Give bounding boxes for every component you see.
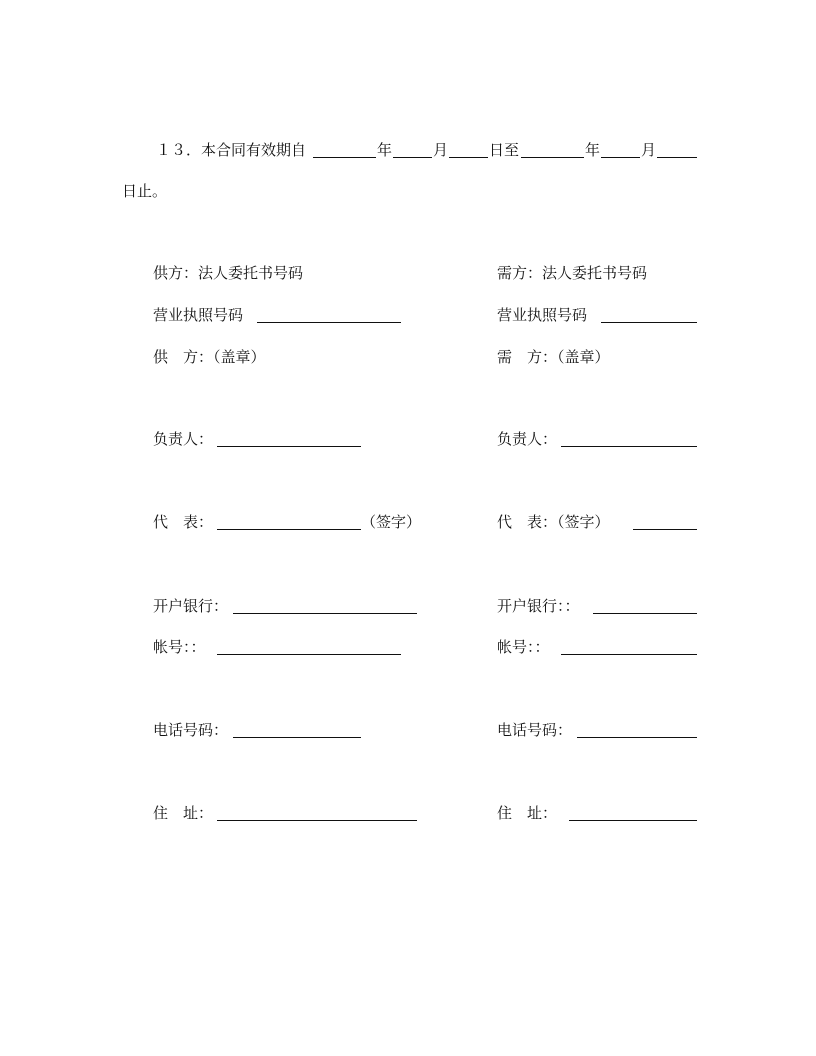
clause13-month2: 月 xyxy=(641,141,657,159)
buyer-seal-label: 需 方：（盖章） xyxy=(497,348,610,366)
supplier-address-label: 住 址： xyxy=(153,804,214,822)
clause13-day-to: 日至 xyxy=(489,141,520,159)
supplier-bank-label: 开户银行： xyxy=(153,597,229,615)
clause13-prefix: １３．本合同有效期自 xyxy=(156,141,307,159)
buyer-manager-label: 负责人： xyxy=(497,430,558,448)
buyer-proxy-label: 需方：法人委托书号码 xyxy=(497,264,648,282)
start-day-blank[interactable] xyxy=(449,157,488,158)
clause13-end: 日止。 xyxy=(122,182,168,200)
buyer-license-blank[interactable] xyxy=(601,322,697,323)
buyer-license-label: 营业执照号码 xyxy=(497,306,588,324)
clause13-year1: 年 xyxy=(377,141,393,159)
buyer-bank-blank[interactable] xyxy=(593,613,697,614)
supplier-account-label: 帐号：： xyxy=(153,638,206,656)
start-month-blank[interactable] xyxy=(393,157,432,158)
supplier-bank-blank[interactable] xyxy=(233,613,417,614)
buyer-rep-blank[interactable] xyxy=(633,529,697,530)
supplier-rep-label: 代 表： xyxy=(153,513,214,531)
supplier-seal-label: 供 方：（盖章） xyxy=(153,348,266,366)
supplier-proxy-label: 供方：法人委托书号码 xyxy=(153,264,304,282)
supplier-address-blank[interactable] xyxy=(217,820,417,821)
clause13-year2: 年 xyxy=(585,141,601,159)
buyer-phone-blank[interactable] xyxy=(577,737,697,738)
supplier-account-blank[interactable] xyxy=(217,654,401,655)
end-day-blank[interactable] xyxy=(657,157,697,158)
end-month-blank[interactable] xyxy=(601,157,640,158)
supplier-manager-blank[interactable] xyxy=(217,446,361,447)
buyer-bank-label: 开户银行：： xyxy=(497,597,580,615)
buyer-manager-blank[interactable] xyxy=(561,446,697,447)
supplier-license-label: 营业执照号码 xyxy=(153,306,244,324)
buyer-rep-label: 代 表：（签字） xyxy=(497,513,610,531)
supplier-license-blank[interactable] xyxy=(257,322,401,323)
clause13-month1: 月 xyxy=(433,141,449,159)
buyer-phone-label: 电话号码： xyxy=(497,721,573,739)
buyer-address-blank[interactable] xyxy=(569,820,697,821)
buyer-account-blank[interactable] xyxy=(561,654,697,655)
end-year-blank[interactable] xyxy=(521,157,584,158)
start-year-blank[interactable] xyxy=(313,157,376,158)
buyer-address-label: 住 址： xyxy=(497,804,558,822)
supplier-sign-label: （签字） xyxy=(361,513,422,531)
supplier-manager-label: 负责人： xyxy=(153,430,214,448)
supplier-rep-blank[interactable] xyxy=(217,529,361,530)
buyer-account-label: 帐号：： xyxy=(497,638,550,656)
supplier-phone-label: 电话号码： xyxy=(153,721,229,739)
supplier-phone-blank[interactable] xyxy=(233,737,361,738)
